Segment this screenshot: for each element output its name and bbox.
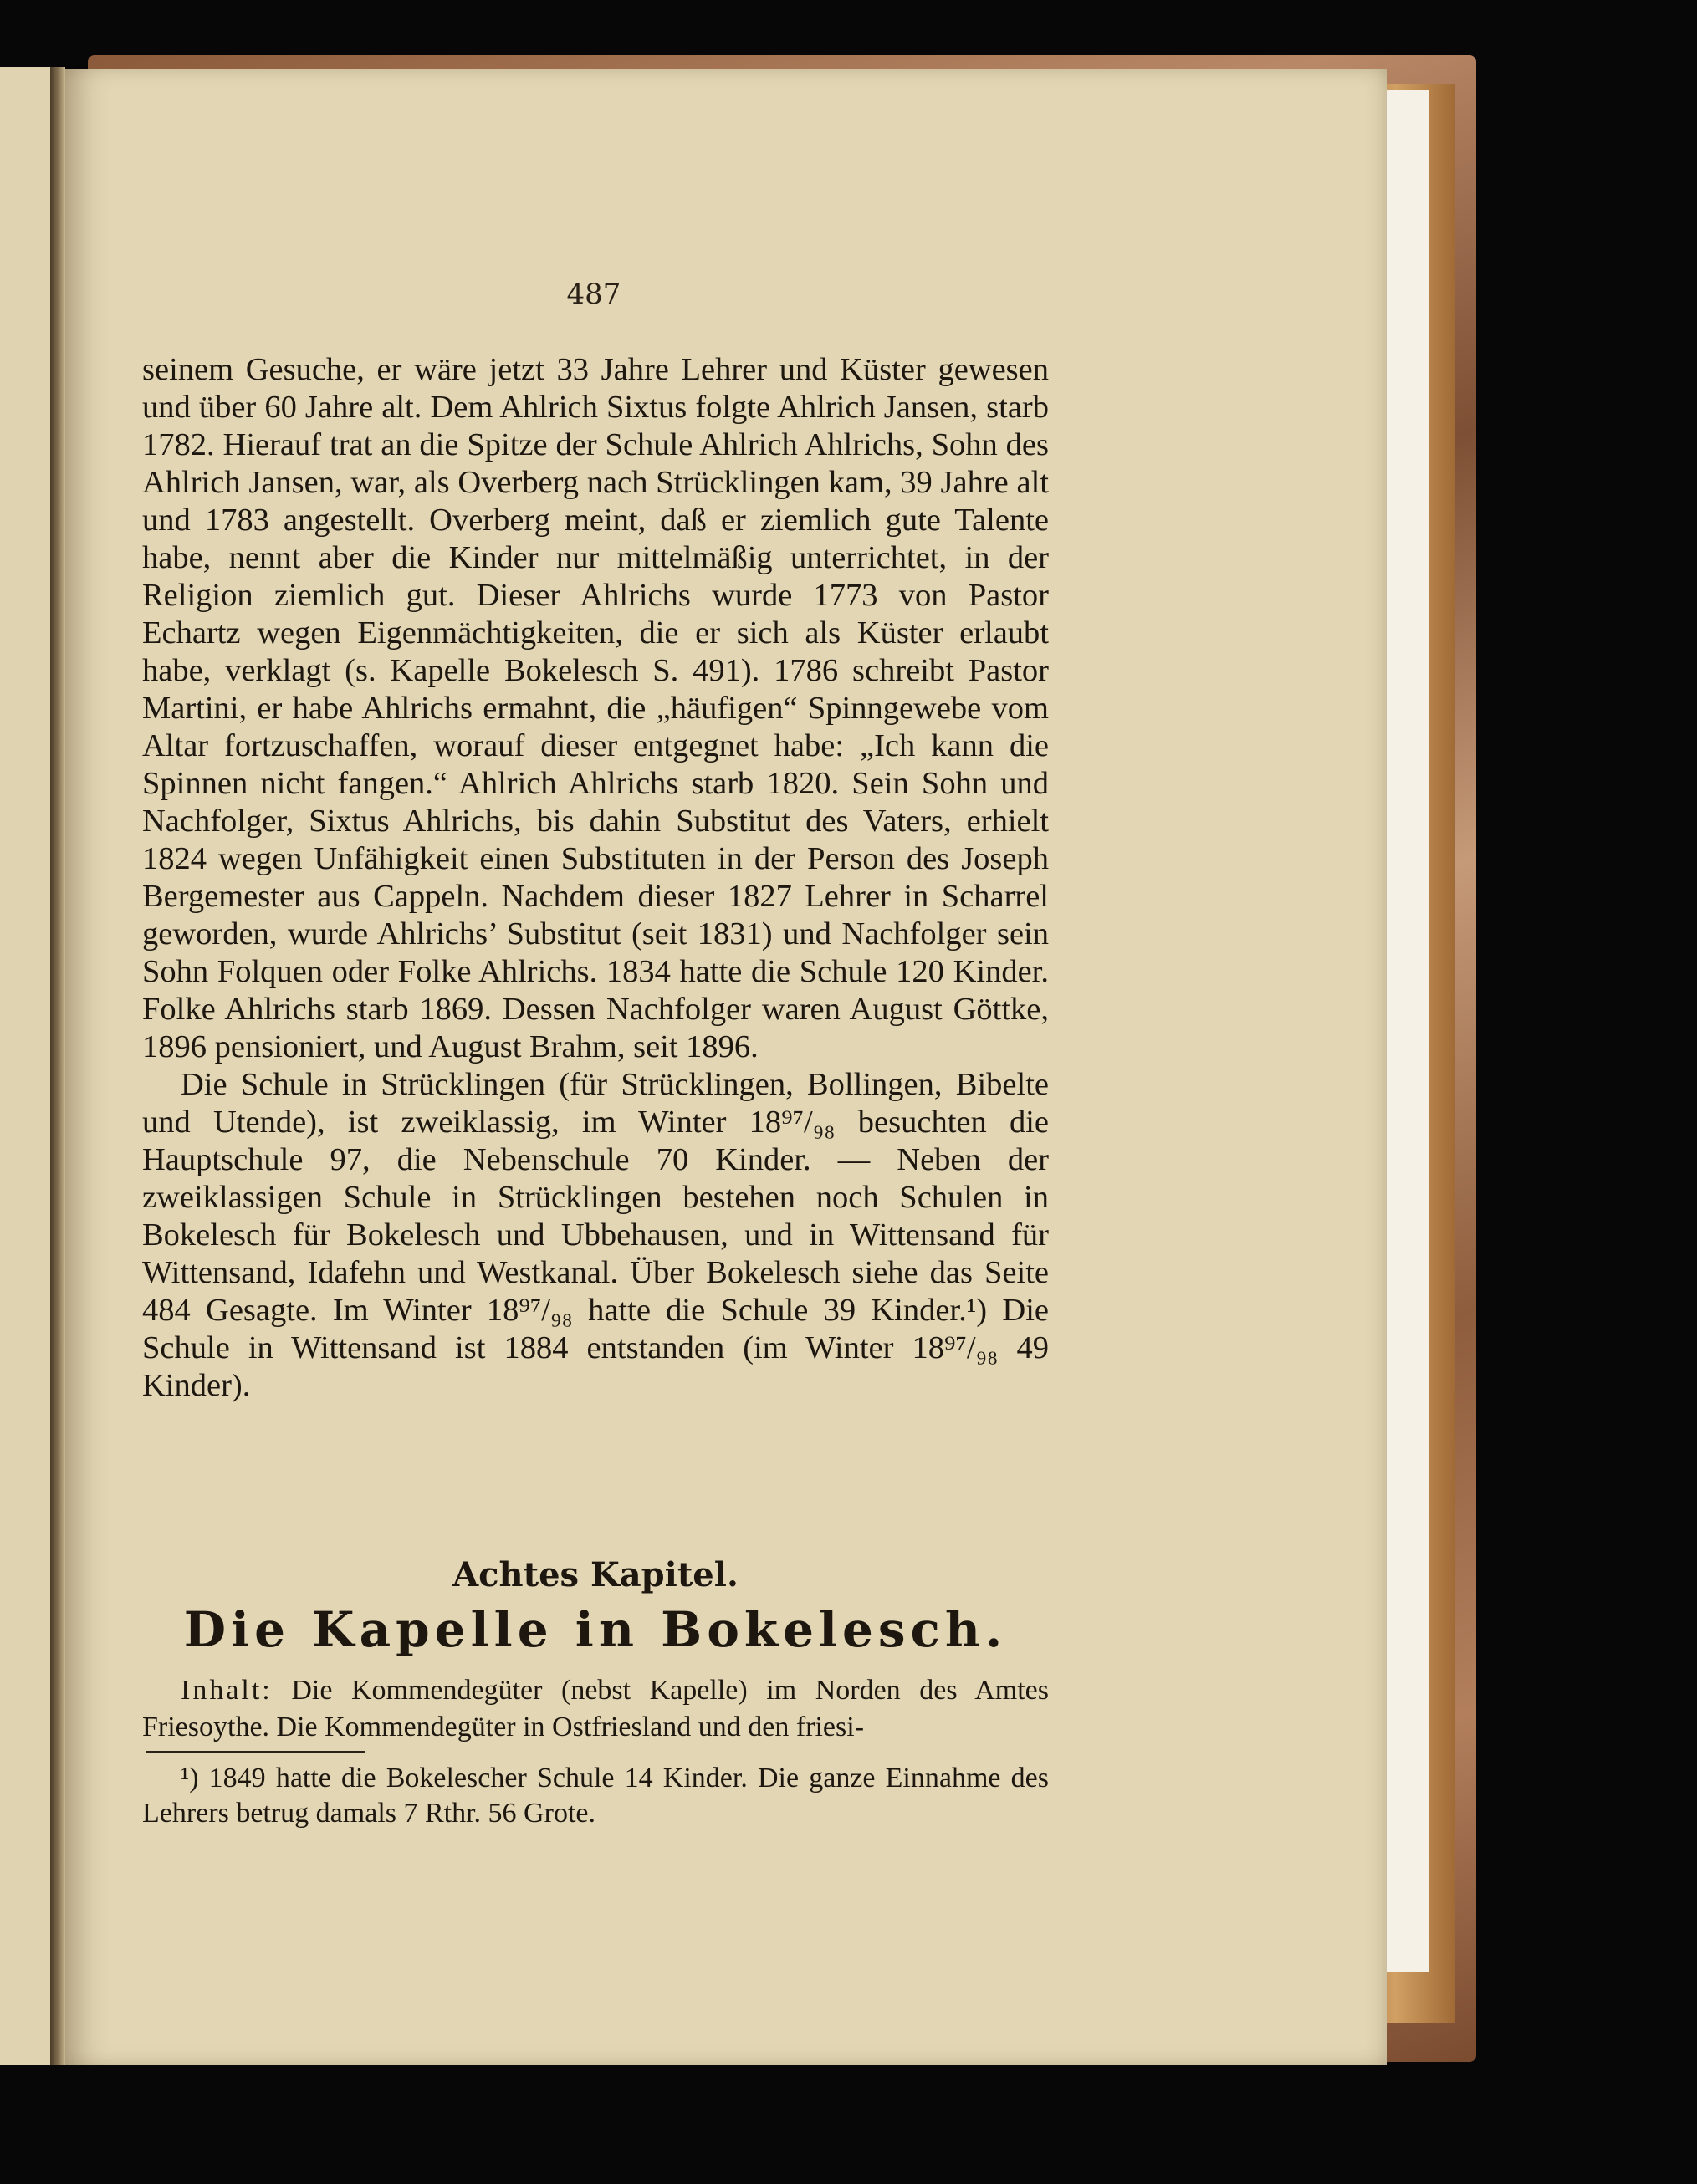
- summary-label: Inhalt:: [181, 1675, 273, 1706]
- footnote-rule: [146, 1751, 365, 1753]
- paragraph: seinem Gesuche, er wäre jetzt 33 Jahre Lehrer und Küster gewesen und über 60 Jahre alt. Dem Ahlrich Sixtus folgte Ahlrich Jansen, starb 1782. Hierauf trat an die Spitze der Schule Ahlrich Ahlrichs, Sohn des Ahlrich Jansen, war, als Overberg nach Strücklingen kam, 39 Jahre alt und 1783 angestellt. Overberg meint, daß er ziemlich gute Talente habe, nennt aber die Kinder nur mittelmäßig unterrichtet, in der Religion ziemlich gut. Dieser Ahlrichs wurde 1773 von Pastor Echartz wegen Eigenmächtigkeiten, die er sich als Küster erlaubt habe, verklagt (s. Kapelle Bokelesch S. 491). 1786 schreibt Pastor Martini, er habe Ahlrichs ermahnt, die „häufigen“ Spinngewebe vom Altar fortzuschaffen, worauf dieser entgegnet habe: „Ich kann die Spinnen nicht fangen.“ Ahlrich Ahlrichs starb 1820. Sein Sohn und Nachfolger, Sixtus Ahlrichs, bis dahin Substitut des Vaters, erhielt 1824 wegen Unfähigkeit einen Substituten in der Person des Joseph Bergemester aus Cappeln. Nachdem dieser 1827 Lehrer in Scharrel geworden, wurde Ahlrichs’ Substitut (seit 1831) und Nachfolger sein Sohn Folquen oder Folke Ahlrichs. 1834 hatte die Schule 120 Kinder. Folke Ahlrichs starb 1869. Dessen Nachfolger waren August Göttke, 1896 pensioniert, und August Brahm, seit 1896.: [142, 352, 1049, 1064]
- body-text: [142, 351, 1049, 1405]
- left-page-edge: [0, 67, 50, 2065]
- page-number: 487: [566, 278, 621, 311]
- chapter-title: Die Kapelle in Bokelesch.: [183, 1601, 1008, 1658]
- book-gutter: [50, 67, 65, 2065]
- chapter-summary: [142, 1672, 1049, 1746]
- chapter-label: Achtes Kapitel.: [452, 1555, 739, 1595]
- summary-text: Die Kommendegüter (nebst Kapelle) im Norden des Amtes Friesoythe. Die Kommendegüter in Ostfriesland und den friesi-: [142, 1675, 1049, 1743]
- paragraph: Die Schule in Strücklingen (für Strücklingen, Bollingen, Bibelte und Utende), ist zweiklassig, im Winter 18⁹⁷/₉₈ besuchten die Hauptschule 97, die Nebenschule 70 Kinder. — Neben der zweiklassigen Schule in Strücklingen bestehen noch Schulen in Bokelesch für Bokelesch und Ubbehausen, und in Wittensand für Wittensand, Idafehn und Westkanal. Über Bokelesch siehe das Seite 484 Gesagte. Im Winter 18⁹⁷/₉₈ hatte die Schule 39 Kinder.¹) Die Schule in Wittensand ist 1884 entstanden (im Winter 18⁹⁷/₉₈ 49 Kinder).: [142, 1067, 1049, 1403]
- paper-insert: [1380, 90, 1429, 1972]
- footnote: ¹) 1849 hatte die Bokelescher Schule 14 Kinder. Die ganze Einnahme des Lehrers betrug damals 7 Rthr. 56 Grote.: [142, 1763, 1049, 1829]
